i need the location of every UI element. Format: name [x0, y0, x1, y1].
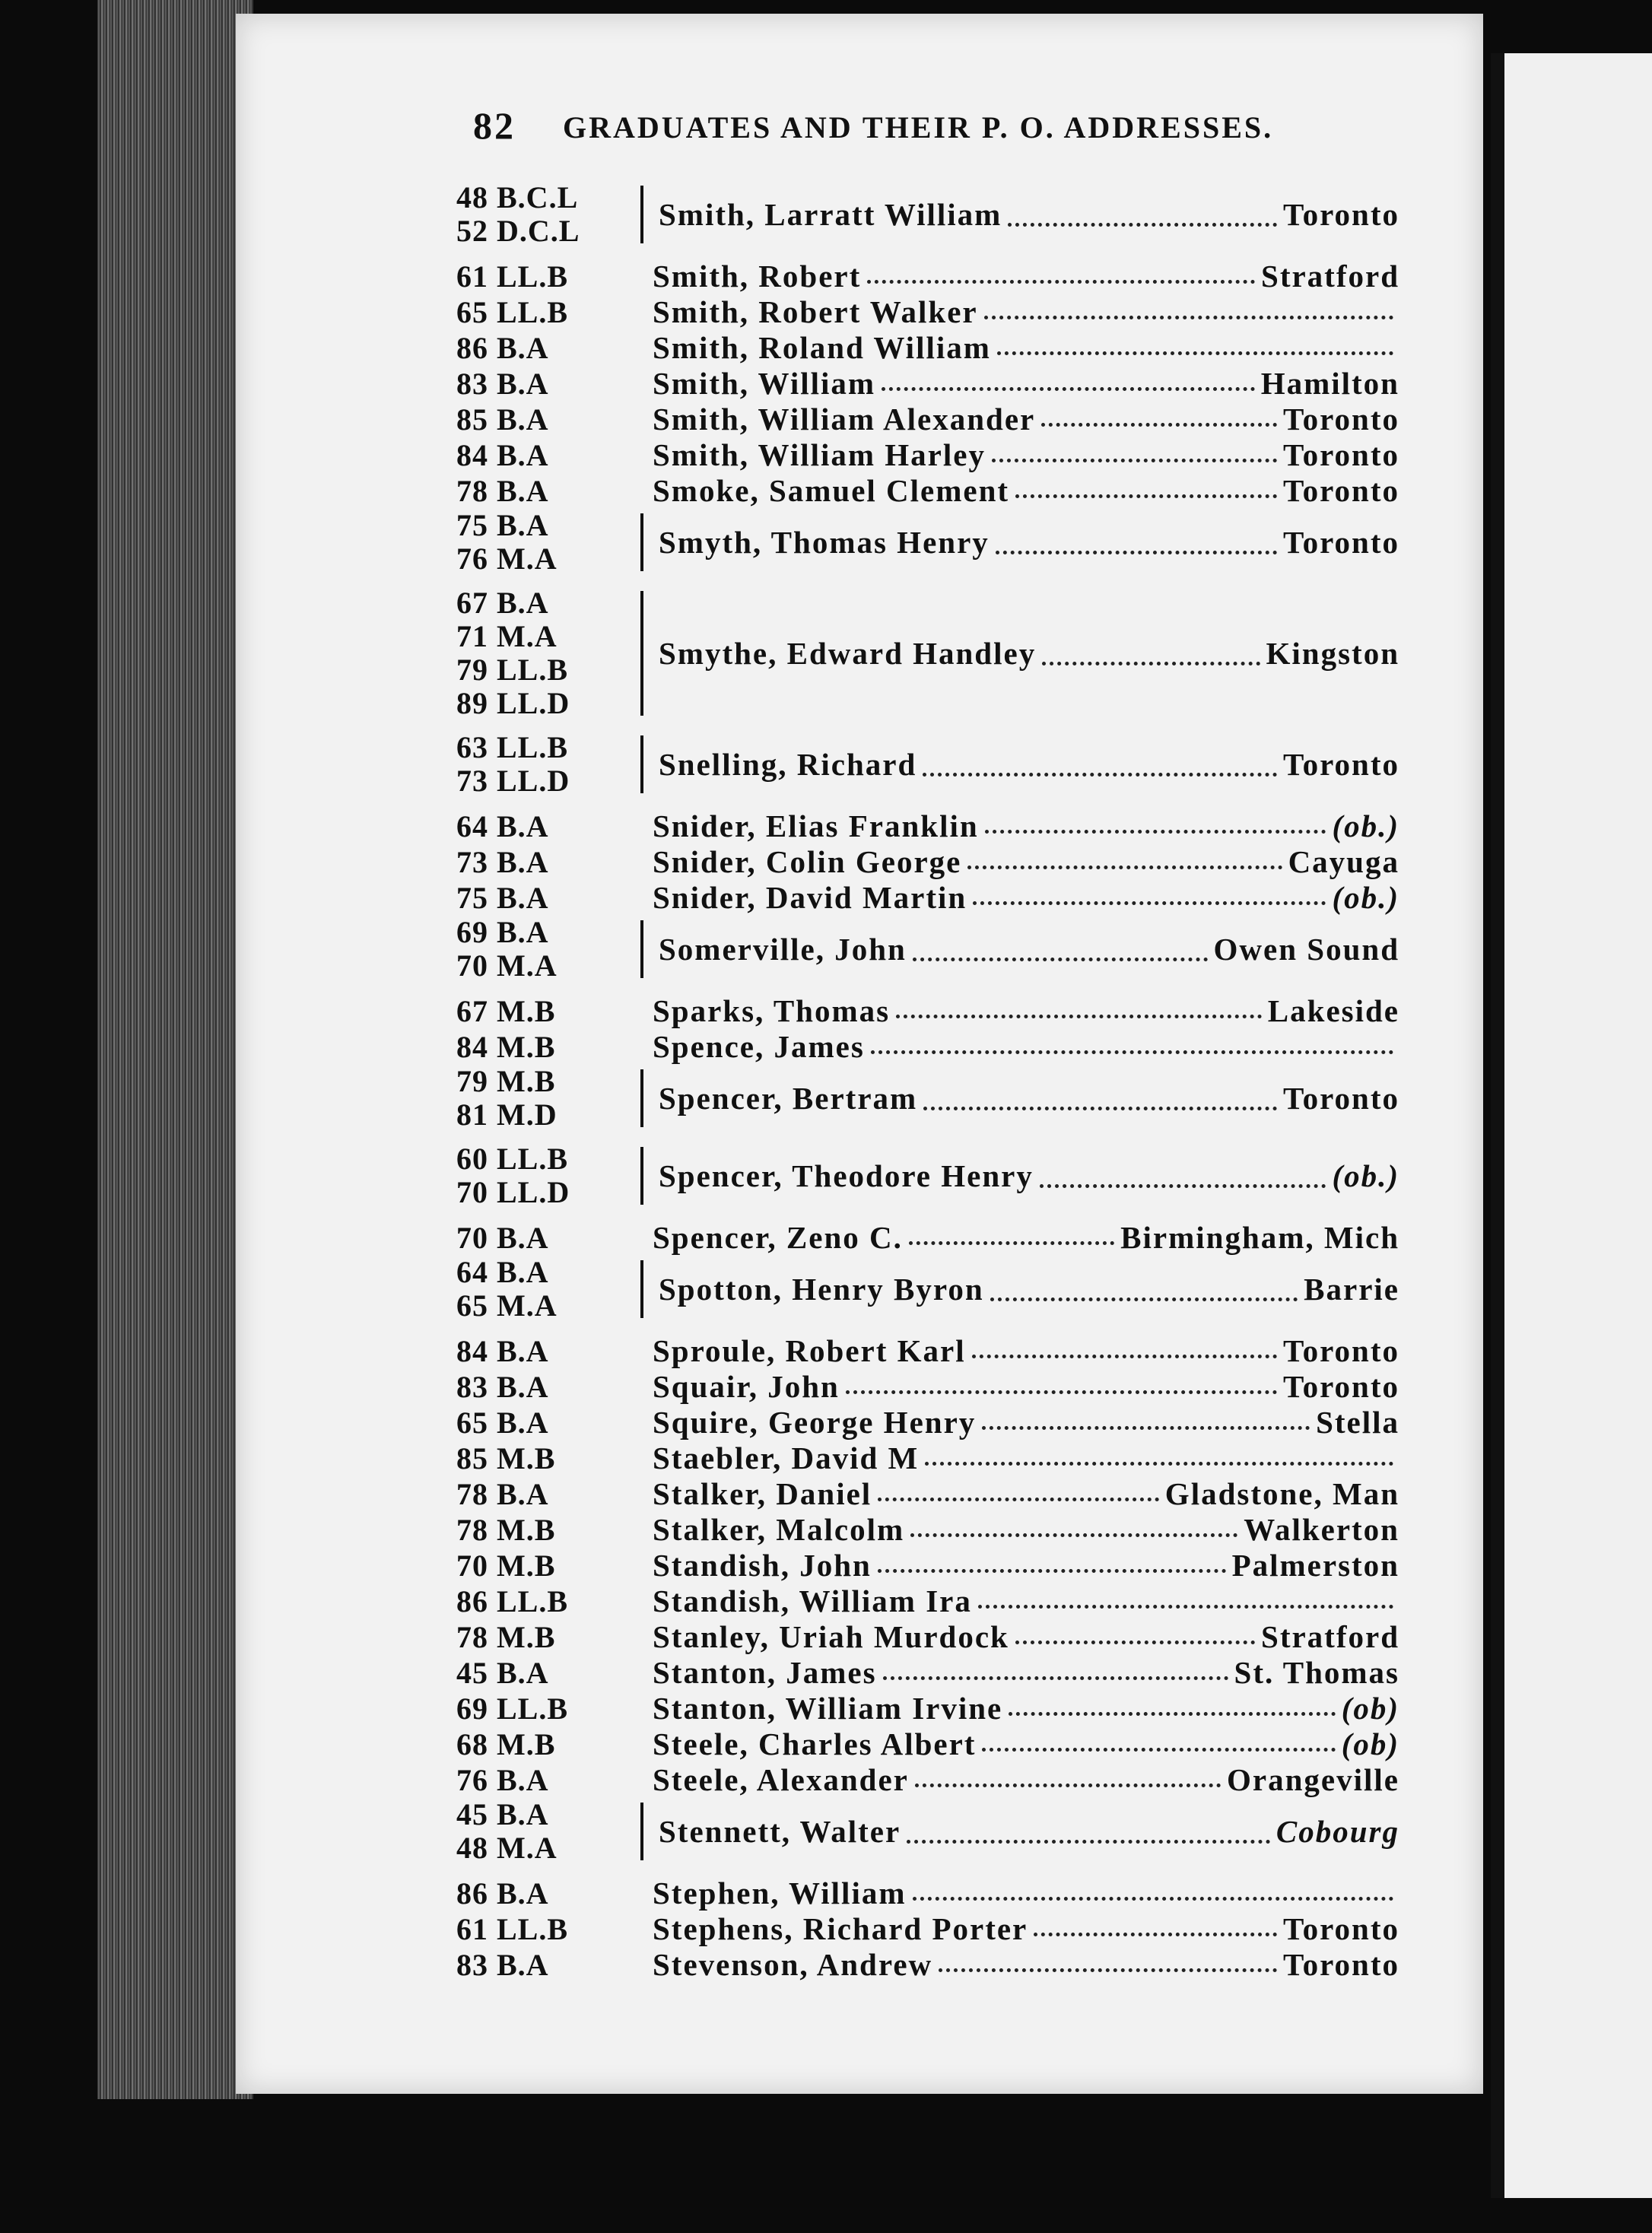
degree-list [456, 586, 640, 720]
leader-dots [1042, 656, 1260, 665]
graduate-entry [456, 1798, 1399, 1865]
leader-dots [1015, 1630, 1255, 1644]
degree-bracket [640, 513, 643, 571]
degree-bracket [640, 1803, 643, 1860]
degree: 78 B.A [456, 474, 549, 508]
degree: 73 LL.D [456, 764, 570, 798]
book-page-edges [97, 0, 253, 2099]
degree-list [456, 1065, 640, 1132]
leader-dots [1015, 484, 1277, 498]
graduate-name: Steele, Alexander [653, 1762, 909, 1797]
post-office: (ob.) [1332, 1158, 1399, 1193]
post-office: Toronto [1283, 473, 1399, 508]
degree-list [456, 1142, 640, 1209]
post-office: Cobourg [1276, 1813, 1399, 1849]
degree-bracket [640, 1069, 643, 1127]
degree-bracket [640, 1147, 643, 1205]
degree: 83 B.A [456, 1370, 549, 1404]
graduate-entry [456, 1655, 1399, 1691]
graduate-name: Squire, George Henry [653, 1405, 977, 1440]
degree: 60 LL.B [456, 1142, 569, 1176]
graduate-entry [456, 1726, 1399, 1762]
leader-dots [909, 1231, 1114, 1245]
degree: 76 B.A [456, 1763, 549, 1797]
page-header [473, 103, 1371, 157]
degree: 79 M.B [456, 1064, 556, 1098]
graduate-name: Stephen, William [653, 1876, 907, 1911]
post-office: Toronto [1283, 746, 1399, 782]
graduate-name: Smyth, Thomas Henry [659, 524, 990, 560]
degree: 68 M.B [456, 1727, 556, 1761]
graduate-name: Stanton, James [653, 1655, 877, 1690]
graduate-name: Smith, Larratt William [659, 196, 1002, 232]
graduate-entry [456, 1911, 1399, 1947]
graduate-name: Sparks, Thomas [653, 993, 891, 1028]
post-office: Birmingham, Mich [1120, 1220, 1399, 1255]
degree: 45 B.A [456, 1797, 549, 1831]
degree-bracket [640, 591, 643, 716]
post-office: Toronto [1283, 437, 1399, 472]
post-office: Walkerton [1244, 1512, 1399, 1547]
leader-dots [985, 819, 1326, 834]
graduate-name: Standish, John [653, 1548, 872, 1583]
graduate-name: Staebler, David M [653, 1440, 920, 1475]
leader-dots [867, 269, 1255, 284]
graduate-name: Snider, David Martin [653, 880, 967, 915]
leader-dots [972, 1344, 1277, 1358]
graduate-entry [456, 1065, 1399, 1132]
graduate-name: Smith, Roland William [653, 330, 991, 365]
graduate-name: Smith, William Alexander [653, 402, 1036, 437]
leader-dots [913, 951, 1208, 961]
post-office: Toronto [1283, 196, 1399, 232]
degree: 61 LL.B [456, 259, 569, 294]
leader-dots [1040, 1178, 1326, 1188]
degree: 70 M.A [456, 948, 558, 983]
post-office: Palmerston [1231, 1548, 1399, 1583]
leader-dots [878, 1558, 1226, 1573]
graduate-name: Sproule, Robert Karl [653, 1333, 966, 1368]
degree: 65 LL.B [456, 295, 569, 329]
graduate-name: Stalker, Daniel [653, 1476, 872, 1511]
post-office: Toronto [1283, 524, 1399, 560]
post-office: St. Thomas [1234, 1655, 1399, 1690]
degree: 78 M.B [456, 1620, 556, 1654]
degree: 86 B.A [456, 1876, 549, 1911]
leader-dots [984, 305, 1393, 319]
graduate-entry [456, 402, 1399, 437]
leader-dots [910, 1523, 1237, 1537]
graduate-name: Smith, Robert [653, 259, 862, 294]
graduate-name: Spencer, Zeno C. [653, 1220, 903, 1255]
graduate-name: Spotton, Henry Byron [659, 1271, 984, 1307]
leader-dots [871, 1040, 1393, 1054]
graduate-name: Standish, William Ira [653, 1583, 972, 1618]
leader-dots [990, 1291, 1298, 1301]
leader-dots [896, 1004, 1262, 1018]
graduate-name: Stevenson, Andrew [653, 1947, 933, 1982]
graduate-entry [456, 916, 1399, 983]
leader-dots [907, 1834, 1270, 1844]
degree: 61 LL.B [456, 1912, 569, 1946]
post-office: Toronto [1283, 1080, 1399, 1116]
leader-dots [982, 1415, 1310, 1430]
post-office: (ob) [1341, 1691, 1399, 1726]
graduate-entry [456, 1512, 1399, 1548]
graduate-name: Stanley, Uriah Murdock [653, 1619, 1009, 1654]
graduate-entry [456, 586, 1399, 720]
leader-dots [996, 545, 1277, 554]
degree: 86 B.A [456, 331, 549, 365]
degree: 69 B.A [456, 915, 549, 949]
graduate-name: Smith, William [653, 366, 876, 401]
leader-dots [923, 1101, 1277, 1110]
graduate-name: Steele, Charles Albert [653, 1726, 977, 1761]
leader-dots [925, 1451, 1393, 1466]
leader-dots [882, 376, 1255, 391]
leader-dots [846, 1380, 1277, 1394]
degree: 65 M.A [456, 1288, 558, 1323]
degree: 48 B.C.L [456, 180, 579, 214]
leader-dots [973, 891, 1326, 905]
degree: 75 B.A [456, 508, 549, 542]
degree: 81 M.D [456, 1097, 558, 1132]
degree: 79 LL.B [456, 653, 569, 687]
graduate-name: Smith, William Harley [653, 437, 986, 472]
degree: 71 M.A [456, 619, 558, 653]
graduate-entry [456, 1256, 1399, 1323]
graduate-entry [456, 880, 1399, 916]
facing-page-edge [1491, 53, 1652, 2198]
leader-dots [997, 341, 1393, 355]
degree: 64 B.A [456, 1255, 549, 1289]
graduate-entry [456, 1548, 1399, 1583]
degree-list [456, 509, 640, 576]
graduate-entry [456, 473, 1399, 509]
leader-dots [1009, 1701, 1335, 1716]
graduate-name: Spence, James [653, 1029, 865, 1064]
graduate-entry [456, 509, 1399, 576]
degree: 83 B.A [456, 367, 549, 401]
leader-dots [883, 1666, 1228, 1680]
graduate-entry [456, 437, 1399, 473]
graduate-name: Spencer, Theodore Henry [659, 1158, 1034, 1193]
graduate-entry [456, 366, 1399, 402]
graduate-entry [456, 1476, 1399, 1512]
leader-dots [913, 1886, 1394, 1901]
post-office: Barrie [1304, 1271, 1399, 1307]
degree-bracket [640, 920, 643, 978]
graduate-entry [456, 1947, 1399, 1983]
degree: 65 B.A [456, 1406, 549, 1440]
degree: 70 B.A [456, 1221, 549, 1255]
graduate-entry [456, 1691, 1399, 1726]
graduate-name: Smith, Robert Walker [653, 294, 978, 329]
post-office: Orangeville [1227, 1762, 1399, 1797]
graduate-name: Snider, Colin George [653, 844, 962, 879]
degree: 84 M.B [456, 1030, 556, 1064]
degree: 69 LL.B [456, 1691, 569, 1726]
degree: 89 LL.D [456, 686, 570, 720]
leader-dots [978, 1594, 1393, 1609]
post-office: (ob.) [1332, 880, 1399, 915]
graduate-entry [456, 993, 1399, 1029]
degree-list [456, 731, 640, 798]
graduate-name: Stalker, Malcolm [653, 1512, 905, 1547]
graduate-name: Squair, John [653, 1369, 840, 1404]
post-office: (ob) [1341, 1726, 1399, 1761]
post-office: Lakeside [1267, 993, 1399, 1028]
degree-bracket [640, 186, 643, 243]
leader-dots [1041, 412, 1277, 427]
graduate-entry [456, 844, 1399, 880]
graduate-entry [456, 1583, 1399, 1619]
graduate-name: Smythe, Edward Handley [659, 635, 1037, 671]
post-office: Stratford [1261, 1619, 1399, 1654]
degree-list [456, 1798, 640, 1865]
graduate-entry [456, 1876, 1399, 1911]
degree: 83 B.A [456, 1948, 549, 1982]
post-office: Gladstone, Man [1164, 1476, 1399, 1511]
degree-list [456, 181, 640, 248]
degree-bracket [640, 735, 643, 793]
degree: 52 D.C.L [456, 214, 580, 248]
degree: 75 B.A [456, 881, 549, 915]
degree: 78 M.B [456, 1513, 556, 1547]
degree-bracket [640, 1260, 643, 1318]
leader-dots [992, 448, 1277, 462]
page-number: 82 [473, 104, 516, 147]
leader-dots [923, 767, 1277, 777]
graduate-entry [456, 259, 1399, 294]
leader-dots [915, 1773, 1221, 1787]
degree: 84 B.A [456, 1334, 549, 1368]
graduate-list [456, 181, 1399, 1983]
post-office: Hamilton [1260, 366, 1399, 401]
post-office: (ob.) [1332, 808, 1399, 843]
post-office: Toronto [1283, 1369, 1399, 1404]
degree: 64 B.A [456, 809, 549, 843]
degree: 84 B.A [456, 438, 549, 472]
graduate-entry [456, 731, 1399, 798]
graduate-name: Stephens, Richard Porter [653, 1911, 1028, 1946]
graduate-entry [456, 1440, 1399, 1476]
degree: 86 LL.B [456, 1584, 569, 1618]
graduate-entry [456, 1369, 1399, 1405]
degree: 67 B.A [456, 586, 549, 620]
leader-dots [982, 1737, 1335, 1752]
graduate-name: Stennett, Walter [659, 1813, 901, 1849]
graduate-name: Stanton, William Irvine [653, 1691, 1003, 1726]
graduate-entry [456, 1029, 1399, 1065]
degree: 63 LL.B [456, 730, 569, 764]
graduate-name: Spencer, Bertram [659, 1080, 918, 1116]
graduate-entry [456, 330, 1399, 366]
post-office: Toronto [1283, 1333, 1399, 1368]
post-office: Toronto [1283, 402, 1399, 437]
leader-dots [1008, 217, 1277, 227]
graduate-name: Smoke, Samuel Clement [653, 473, 1010, 508]
leader-dots [878, 1487, 1159, 1501]
post-office: Stella [1316, 1405, 1399, 1440]
post-office: Toronto [1283, 1911, 1399, 1946]
graduate-entry [456, 294, 1399, 330]
graduate-entry [456, 1333, 1399, 1369]
graduate-entry [456, 1220, 1399, 1256]
graduate-entry [456, 1762, 1399, 1798]
degree: 70 LL.D [456, 1175, 570, 1209]
degree: 67 M.B [456, 994, 556, 1028]
graduate-name: Snider, Elias Franklin [653, 808, 979, 843]
graduate-entry [456, 1405, 1399, 1440]
degree: 76 M.A [456, 542, 558, 576]
leader-dots [1034, 1922, 1277, 1936]
graduate-name: Somerville, John [659, 931, 907, 967]
degree: 48 M.A [456, 1831, 558, 1865]
leader-dots [967, 855, 1282, 869]
degree: 85 M.B [456, 1441, 556, 1475]
graduate-entry [456, 1142, 1399, 1209]
degree: 70 M.B [456, 1548, 556, 1583]
degree: 78 B.A [456, 1477, 549, 1511]
post-office: Toronto [1283, 1947, 1399, 1982]
graduate-name: Snelling, Richard [659, 746, 917, 782]
degree-list [456, 916, 640, 983]
post-office: Owen Sound [1213, 931, 1399, 967]
graduate-entry [456, 808, 1399, 844]
graduate-entry [456, 181, 1399, 248]
degree-list [456, 1256, 640, 1323]
degree: 45 B.A [456, 1656, 549, 1690]
post-office: Cayuga [1288, 844, 1399, 879]
degree: 73 B.A [456, 845, 549, 879]
post-office: Stratford [1261, 259, 1399, 294]
graduate-entry [456, 1619, 1399, 1655]
leader-dots [939, 1958, 1277, 1972]
post-office: Kingston [1266, 635, 1399, 671]
degree: 85 B.A [456, 402, 549, 437]
page-title: GRADUATES AND THEIR P. O. ADDRESSES. [563, 110, 1274, 145]
